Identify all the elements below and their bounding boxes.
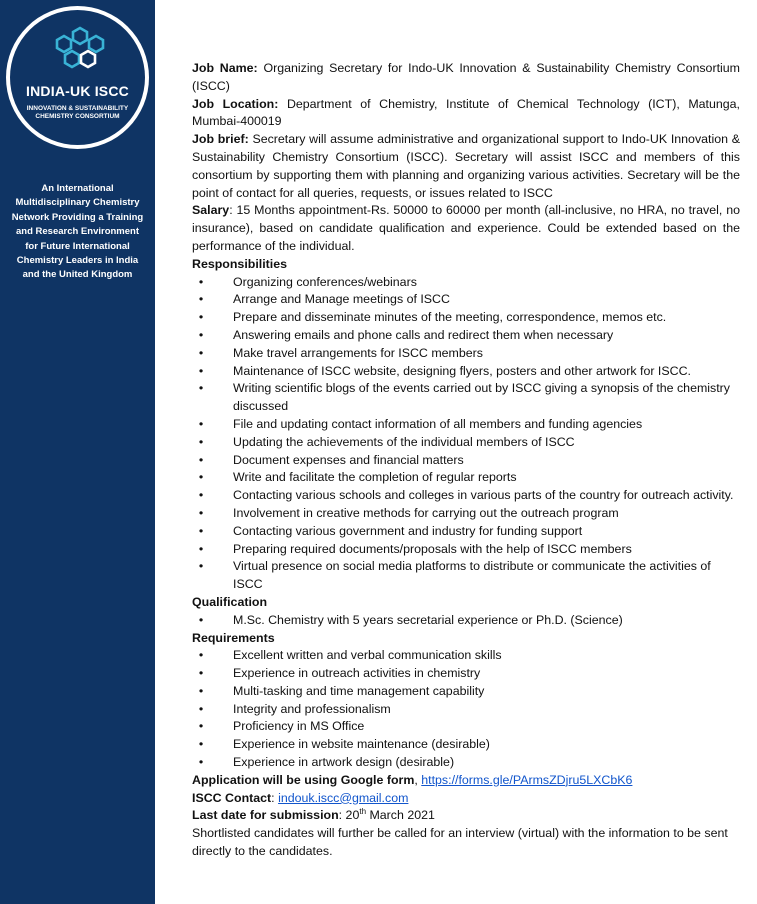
list-item [192,647,740,665]
list-item [192,327,740,345]
list-item-text: Answering emails and phone calls and redirect them when necessary [233,327,614,342]
list-item-text: Contacting various government and industry for funding support [233,523,583,538]
logo [6,6,149,149]
bullet-icon: • [198,505,204,520]
bullet-icon: • [198,363,204,378]
job-name: Job Name: Organizing Secretary for Indo-UK Innovation & Sustainability Chemistry Consortium (ISCC) [192,61,740,93]
bullet-icon: • [198,416,204,431]
list-item-text: Document expenses and financial matters [233,452,464,467]
list-item [192,291,740,309]
list-item-text: Involvement in creative methods for carrying out the outreach program [233,505,619,520]
list-item-text: Maintenance of ISCC website, designing flyers, posters and other artwork for ISCC. [233,363,691,378]
list-item-text: Writing scientific blogs of the events carried out by ISCC giving a synopsis of the chemistry discussed [233,381,730,414]
list-item-text: Integrity and professionalism [233,701,391,716]
logo-title: INDIA-UK ISCC [26,83,129,99]
contact-line: ISCC Contact: indouk.iscc@gmail.com [192,790,409,805]
bullet-icon: • [198,523,204,538]
list-item-text: Experience in artwork design (desirable) [233,755,455,770]
bullet-icon: • [198,310,204,325]
bullet-icon: • [198,327,204,342]
bullet-icon: • [198,559,204,574]
bullet-icon: • [198,381,204,396]
bullet-icon: • [198,345,204,360]
bullet-icon: • [198,470,204,485]
list-item-text: Experience in website maintenance (desirable) [233,737,490,752]
list-item-text: Arrange and Manage meetings of ISCC [233,292,450,307]
list-item-text: Updating the achievements of the individual members of ISCC [233,434,575,449]
list-item [192,505,740,523]
list-item-text: Write and facilitate the completion of regular reports [233,470,517,485]
bullet-icon: • [198,488,204,503]
list-item [192,380,740,416]
deadline-line: Last date for submission: 20th March 2021 [192,807,435,823]
list-item-text: Contacting various schools and colleges in various parts of the country for outreach activity. [233,488,734,503]
list-item-text: Preparing required documents/proposals with the help of ISCC members [233,541,632,556]
list-item-text: Organizing conferences/webinars [233,274,417,289]
qualification-heading: Qualification [192,594,268,609]
list-item [192,523,740,541]
responsibilities-heading: Responsibilities [192,256,288,271]
job-description [192,60,740,861]
bullet-icon: • [198,292,204,307]
list-item-text: M.Sc. Chemistry with 5 years secretarial experience or Ph.D. (Science) [233,612,623,627]
sidebar [0,0,155,904]
list-item [192,452,740,470]
list-item [192,701,740,719]
bullet-icon: • [198,701,204,716]
list-item [192,541,740,559]
qualification-list [192,612,740,630]
bullet-icon: • [198,274,204,289]
list-item [192,736,740,754]
bullet-icon: • [198,434,204,449]
application-line: Application will be using Google form, https://forms.gle/PArmsZDjru5LXCbK6 [192,772,633,787]
list-item [192,487,740,505]
list-item [192,558,740,594]
tagline: An International Multidisciplinary Chemistry Network Providing a Training and Research Environment for Future International Chemistry Leaders in India and the United Kingdom [11,183,144,281]
list-item-text: Virtual presence on social media platforms to distribute or communicate the activities of ISCC [233,559,711,592]
list-item-text: Proficiency in MS Office [233,719,365,734]
contact-email-link[interactable]: indouk.iscc@gmail.com [278,790,409,805]
requirements-list [192,647,740,772]
bullet-icon: • [198,719,204,734]
list-item-text: Make travel arrangements for ISCC members [233,345,483,360]
list-item [192,309,740,327]
hexagon-molecule-icon [35,26,125,86]
bullet-icon: • [198,737,204,752]
responsibilities-list [192,274,740,594]
list-item-text: Excellent written and verbal communication skills [233,648,502,663]
bullet-icon: • [198,452,204,467]
list-item [192,434,740,452]
logo-subtitle: INNOVATION & SUSTAINABILITY CHEMISTRY CONSORTIUM [26,105,129,120]
list-item-text: Prepare and disseminate minutes of the meeting, correspondence, memos etc. [233,310,667,325]
job-brief: Job brief: Secretary will assume administrative and organizational support to Indo-UK Innovation & Sustainability Chemistry Consortium (ISCC). Secretary will assist ISCC and members of this consortium by supporting them with planning and organizing various activities. Secretary will be the point of contact for all queries, requests, or issues related to ISCC [192,132,740,200]
salary: Salary: 15 Months appointment-Rs. 50000 to 60000 per month (all-inclusive, no HRA, no travel, no insurance), based on candidate qualification and experience. Could be extended based on the performance of the individual. [192,203,740,253]
bullet-icon: • [198,648,204,663]
list-item [192,754,740,772]
bullet-icon: • [198,666,204,681]
bullet-icon: • [198,755,204,770]
list-item-text: Multi-tasking and time management capability [233,683,485,698]
requirements-heading: Requirements [192,630,275,645]
list-item [192,683,740,701]
list-item [192,469,740,487]
list-item [192,612,740,630]
list-item [192,363,740,381]
bullet-icon: • [198,683,204,698]
list-item-text: File and updating contact information of all members and funding agencies [233,416,643,431]
list-item [192,416,740,434]
list-item [192,274,740,292]
list-item-text: Experience in outreach activities in chemistry [233,666,481,681]
google-form-link[interactable]: https://forms.gle/PArmsZDjru5LXCbK6 [421,772,633,787]
job-location: Job Location: Department of Chemistry, Institute of Chemical Technology (ICT), Matunga, Mumbai-400019 [192,96,740,129]
list-item [192,345,740,363]
bullet-icon: • [198,541,204,556]
list-item [192,718,740,736]
list-item [192,665,740,683]
closing-note: Shortlisted candidates will further be called for an interview (virtual) with the information to be sent directly to the candidates. [192,826,728,859]
bullet-icon: • [198,612,204,627]
